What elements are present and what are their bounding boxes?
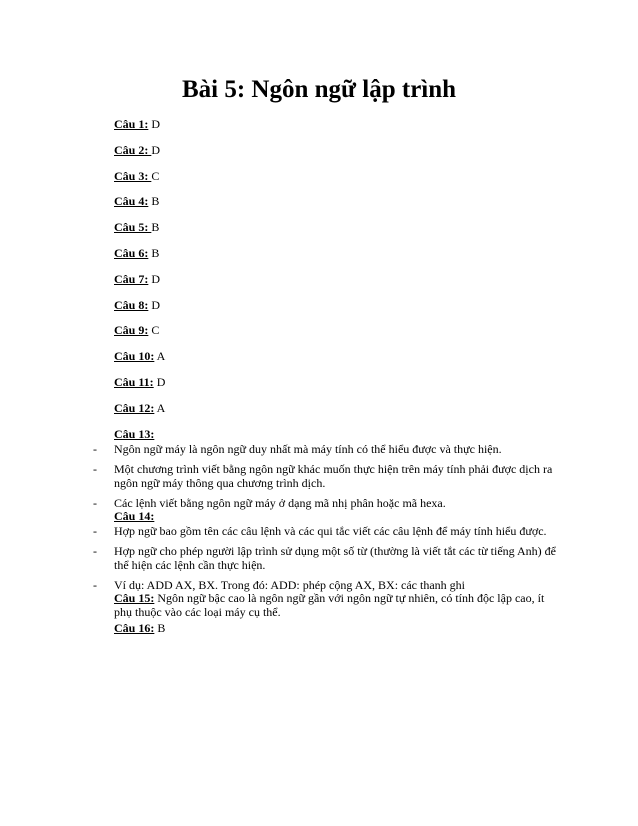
- bullet-text: Ví dụ: ADD AX, BX. Trong đó: ADD: phép cộng AX, BX: các thanh ghi: [114, 578, 465, 592]
- bullet-text: Hợp ngữ bao gồm tên các câu lệnh và các qui tắc viết các câu lệnh để máy tính hiểu được.: [114, 524, 547, 538]
- dash-marker: -: [93, 496, 97, 510]
- answer-value: B: [148, 194, 160, 209]
- answer-value: B: [148, 245, 160, 260]
- question-label: Câu 14:: [114, 509, 155, 523]
- answer-item: [114, 298, 165, 324]
- answer-item: [114, 117, 165, 143]
- answer-value: C: [151, 168, 160, 183]
- answer-item: [114, 272, 165, 298]
- question-label: Câu 12:: [114, 400, 155, 415]
- question-label: Câu 3:: [114, 168, 152, 183]
- answer-item: [114, 375, 165, 401]
- dash-marker: -: [93, 442, 97, 456]
- bullet-item: [0, 524, 564, 538]
- bullet-text: Một chương trình viết bằng ngôn ngữ khác muốn thực hiện trên máy tính phải được dịch ra ngôn ngữ máy thông qua chương trình dịch.: [114, 462, 553, 490]
- answer-value: B: [151, 220, 160, 235]
- bullet-item: [0, 442, 564, 456]
- bullet-text: Hợp ngữ cho phép người lập trình sử dụng một số từ (thường là viết tắt các từ tiếng Anh) để thể hiện các lệnh cần thực hiện.: [114, 544, 556, 572]
- bullet-item: [0, 462, 564, 490]
- question-label: Câu 13:: [114, 427, 155, 441]
- dash-marker: -: [93, 462, 97, 476]
- question-label: Câu 6:: [114, 245, 149, 260]
- answer-item: [114, 401, 165, 427]
- answer-value: C: [148, 323, 160, 338]
- answer-value: A: [154, 349, 166, 364]
- answer-item: [114, 194, 165, 220]
- answer-item: [114, 246, 165, 272]
- question-13-heading: [114, 427, 154, 441]
- question-label: Câu 9:: [114, 323, 149, 338]
- dash-marker: -: [93, 578, 97, 592]
- question-label: Câu 4:: [114, 194, 149, 209]
- answer-value: D: [148, 117, 161, 131]
- answer-item: [114, 323, 165, 349]
- answer-value: B: [154, 621, 166, 635]
- answer-value: A: [154, 400, 166, 415]
- question-13-bullets: [0, 442, 564, 516]
- question-label: Câu 7:: [114, 271, 149, 286]
- answer-text: Ngôn ngữ bậc cao là ngôn ngữ gần với ngôn ngữ tự nhiên, có tính độc lập cao, ít phụ thuộc vào các loại máy cụ thể.: [114, 591, 545, 619]
- page-title: Bài 5: Ngôn ngữ lập trình: [181, 76, 457, 103]
- question-label: Câu 8:: [114, 297, 149, 312]
- bullet-item: [0, 578, 564, 592]
- answer-value: D: [153, 374, 166, 389]
- question-16-line: [114, 621, 564, 635]
- question-14-bullets: [0, 524, 564, 598]
- bullet-item: [0, 544, 564, 572]
- answer-list: [114, 117, 165, 427]
- answer-item: [114, 220, 165, 246]
- answer-item: [114, 349, 165, 375]
- answer-item: [114, 143, 165, 169]
- answer-value: D: [148, 271, 161, 286]
- bullet-item: [0, 496, 564, 510]
- answer-value: D: [151, 142, 161, 157]
- question-14-heading: [114, 509, 154, 523]
- dash-marker: -: [93, 544, 97, 558]
- question-label: Câu 2:: [114, 142, 152, 157]
- answer-value: D: [148, 297, 161, 312]
- dash-marker: -: [93, 524, 97, 538]
- answer-item: [114, 169, 165, 195]
- bullet-text: Ngôn ngữ máy là ngôn ngữ duy nhất mà máy tính có thể hiểu được và thực hiện.: [114, 442, 502, 456]
- question-label: Câu 10:: [114, 349, 155, 364]
- question-label: Câu 1:: [114, 117, 149, 131]
- question-label: Câu 5:: [114, 220, 152, 235]
- bullet-text: Các lệnh viết bằng ngôn ngữ máy ở dạng mã nhị phân hoặc mã hexa.: [114, 496, 446, 510]
- question-label: Câu 11:: [114, 374, 154, 389]
- question-label: Câu 15:: [114, 591, 155, 605]
- question-label: Câu 16:: [114, 621, 155, 635]
- question-15-paragraph: [114, 591, 564, 619]
